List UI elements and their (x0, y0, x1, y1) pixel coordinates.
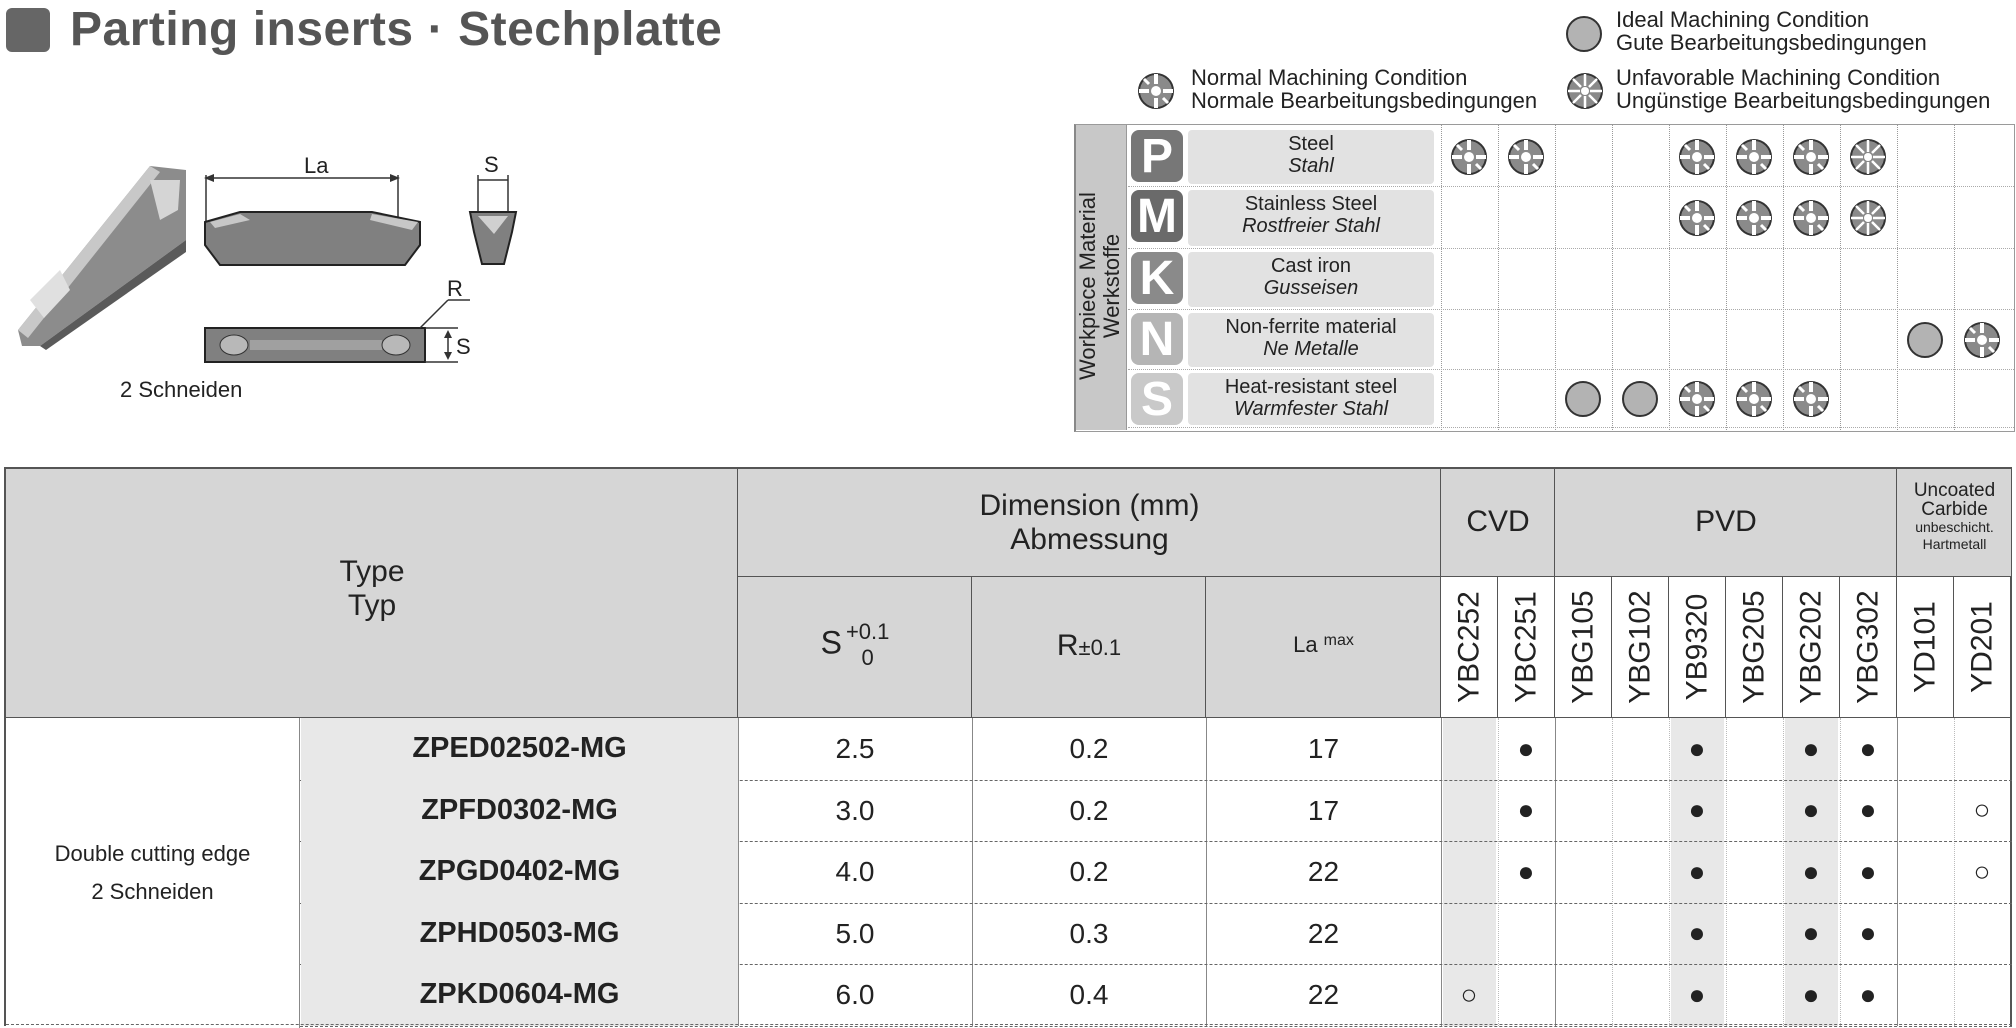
normal-condition-icon (1137, 72, 1175, 110)
recommended-mark: ● (1859, 855, 1877, 887)
normal-condition-icon (1507, 138, 1545, 176)
col-s-main: S (820, 624, 842, 661)
grade-column-separator (1783, 718, 1784, 1026)
recommended-mark: ● (1688, 978, 1706, 1010)
legend-normal (1191, 66, 1537, 112)
dim-r-cell: 0.4 (1069, 979, 1109, 1010)
legend-normal-de: Normale Bearbeitungsbedingungen (1191, 88, 1538, 113)
grade-column-separator (1954, 718, 1955, 1026)
recommended-mark: ● (1802, 732, 1820, 764)
recommended-mark: ● (1859, 978, 1877, 1010)
normal-condition-icon (1678, 380, 1716, 418)
grade-column-separator (1669, 718, 1670, 1026)
normal-condition-icon (1735, 380, 1773, 418)
col-s-sup: +0.1 (845, 619, 890, 644)
column-separator (1555, 718, 1556, 1026)
insert-drawing (0, 150, 520, 400)
material-name-en: Heat-resistant steel (1224, 376, 1398, 398)
material-badge-k: K (1131, 252, 1183, 304)
grade-label-ybc252: YBC252 (1452, 591, 1486, 703)
legend-ideal-en: Ideal Machining Condition (1616, 7, 1870, 32)
label-la: La (304, 153, 329, 178)
col-r-tolerance: ±0.1 (1078, 635, 1122, 660)
group-pvd-label: PVD (1695, 505, 1757, 538)
legend-unfavorable-de: Ungünstige Bearbeitungsbedingungen (1616, 88, 1991, 113)
material-badge-n: N (1131, 313, 1183, 365)
label-r: R (447, 276, 463, 301)
group-cvd-label: CVD (1466, 505, 1530, 538)
optional-mark: ○ (1973, 855, 1991, 887)
title-en: Parting inserts (70, 3, 414, 56)
unfavorable-condition-icon (1849, 199, 1887, 237)
page-title (70, 2, 722, 57)
dim-la-cell: 17 (1307, 733, 1340, 764)
drawing-caption: 2 Schneiden (120, 377, 243, 402)
col-s-tolerance (846, 619, 889, 671)
label-s-top: S (484, 152, 499, 177)
title-de: Stechplatte (458, 3, 723, 56)
recommended-mark: ● (1517, 794, 1535, 826)
material-name-en: Non-ferrite material (1225, 316, 1397, 338)
ideal-condition-icon (1906, 321, 1944, 359)
group-label-de: 2 Schneiden (91, 879, 214, 904)
recommended-mark: ● (1688, 794, 1706, 826)
insert-side-view (470, 175, 516, 264)
material-name-de: Stahl (1288, 155, 1334, 177)
dimension-header-de: Abmessung (1010, 523, 1169, 556)
dim-la-cell: 22 (1307, 917, 1340, 949)
optional-mark: ○ (1460, 978, 1478, 1010)
material-badge-s: S (1131, 373, 1183, 425)
grade-column-separator (1498, 718, 1499, 1026)
dim-r-cell: 0.3 (1069, 917, 1109, 949)
normal-condition-icon (1450, 138, 1488, 176)
recommended-mark: ● (1688, 917, 1706, 949)
type-header-de: Typ (347, 589, 397, 622)
material-name-de: Gusseisen (1263, 277, 1359, 299)
group-uncoated-de2: Hartmetall (1922, 536, 1987, 552)
material-name-de: Ne Metalle (1263, 338, 1359, 360)
group-label-en: Double cutting edge (54, 841, 251, 866)
material-name (1188, 373, 1434, 425)
normal-condition-icon (1735, 199, 1773, 237)
recommended-mark: ● (1802, 917, 1820, 949)
col-la-header (1206, 632, 1441, 658)
workpiece-side-de: Werkstoffe (1099, 233, 1124, 339)
dim-s-cell: 5.0 (835, 917, 875, 949)
recommended-mark: ● (1517, 732, 1535, 764)
grade-label-yd101: YD101 (1908, 601, 1942, 693)
dim-s-cell: 2.5 (835, 733, 875, 764)
normal-condition-icon (1678, 199, 1716, 237)
insert-top-view (205, 300, 470, 362)
insert-photo (18, 166, 186, 350)
grade-column-separator (1612, 718, 1613, 1026)
grade-label-yb9320: YB9320 (1680, 593, 1714, 701)
type-cell: ZPED02502-MG (301, 718, 738, 780)
optional-mark: ○ (1973, 794, 1991, 826)
material-badge-p: P (1131, 130, 1183, 182)
dimension-header-en: Dimension (mm) (979, 489, 1200, 522)
material-name-de: Rostfreier Stahl (1242, 215, 1380, 237)
dim-s-cell: 4.0 (835, 856, 875, 887)
label-s-side: S (456, 334, 471, 359)
legend-normal-en: Normal Machining Condition (1191, 65, 1468, 90)
recommended-mark: ● (1859, 917, 1877, 949)
normal-condition-icon (1735, 138, 1773, 176)
legend-ideal-de: Gute Bearbeitungsbedingungen (1616, 30, 1927, 55)
legend-ideal (1616, 8, 1927, 54)
normal-condition-icon (1792, 138, 1830, 176)
type-cell: ZPFD0302-MG (301, 780, 738, 842)
insert-front-view (204, 174, 420, 265)
title-square-icon (6, 8, 50, 52)
material-name-en: Steel (1288, 133, 1334, 155)
normal-condition-icon (1678, 138, 1716, 176)
type-cell: ZPHD0503-MG (301, 903, 738, 965)
unfavorable-condition-icon (1566, 72, 1604, 110)
dim-la-cell: 22 (1307, 856, 1340, 887)
material-name (1188, 130, 1434, 184)
normal-condition-icon (1963, 321, 2001, 359)
column-separator (1441, 718, 1442, 1026)
title-separator: · (427, 3, 445, 56)
column-separator (1897, 718, 1898, 1026)
col-la-max: max (1323, 632, 1354, 649)
grade-label-yd201: YD201 (1965, 601, 1999, 693)
ideal-condition-icon (1564, 380, 1602, 418)
legend-unfavorable-en: Unfavorable Machining Condition (1616, 65, 1941, 90)
material-name-en: Cast iron (1270, 255, 1352, 277)
type-cell: ZPKD0604-MG (301, 964, 738, 1026)
col-s-header (738, 619, 972, 671)
material-name-en: Stainless Steel (1244, 193, 1378, 215)
normal-condition-icon (1792, 199, 1830, 237)
group-uncoated-en1: Uncoated (1913, 480, 1996, 501)
group-label-cell (6, 718, 300, 1028)
dim-la-cell: 17 (1307, 794, 1340, 826)
recommended-mark: ● (1517, 855, 1535, 887)
material-name (1188, 313, 1434, 367)
recommended-mark: ● (1859, 794, 1877, 826)
recommended-mark: ● (1859, 732, 1877, 764)
recommended-mark: ● (1802, 978, 1820, 1010)
dim-s-cell: 3.0 (835, 794, 875, 826)
recommended-mark: ● (1802, 794, 1820, 826)
grade-label-ybg105: YBG105 (1566, 590, 1600, 704)
workpiece-side-en: Workpiece Material (1075, 192, 1100, 380)
legend-unfavorable (1616, 66, 1990, 112)
group-uncoated-label (1897, 481, 2012, 553)
grade-label-ybg202: YBG202 (1794, 590, 1828, 704)
dim-r-cell: 0.2 (1069, 856, 1109, 887)
ideal-condition-icon (1565, 15, 1603, 53)
col-s-sub: 0 (861, 645, 874, 670)
recommended-mark: ● (1688, 855, 1706, 887)
grade-column-separator (1840, 718, 1841, 1026)
grade-label-ybg302: YBG302 (1851, 590, 1885, 704)
type-header-en: Type (339, 555, 405, 588)
material-name (1188, 190, 1434, 246)
dim-r-cell: 0.2 (1069, 733, 1109, 764)
grade-label-ybg205: YBG205 (1737, 590, 1771, 704)
col-r-main: R (1056, 629, 1079, 662)
material-name-de: Warmfester Stahl (1233, 398, 1389, 420)
type-header-label (6, 555, 738, 623)
material-name (1188, 252, 1434, 307)
recommended-mark: ● (1802, 855, 1820, 887)
group-uncoated-en2: Carbide (1921, 499, 1988, 520)
dim-s-cell: 6.0 (835, 979, 875, 1010)
grade-label-ybc251: YBC251 (1509, 591, 1543, 703)
group-uncoated-de1: unbeschicht. (1915, 519, 1994, 535)
ideal-condition-icon (1621, 380, 1659, 418)
type-cell: ZPGD0402-MG (301, 841, 738, 903)
dim-r-cell: 0.2 (1069, 794, 1109, 826)
grade-label-ybg102: YBG102 (1623, 590, 1657, 704)
normal-condition-icon (1792, 380, 1830, 418)
material-badge-m: M (1131, 190, 1183, 242)
dim-la-cell: 22 (1307, 979, 1340, 1010)
col-r-header (972, 629, 1206, 663)
dimension-header-label (738, 489, 1441, 557)
unfavorable-condition-icon (1849, 138, 1887, 176)
row-divider (6, 1024, 2012, 1025)
col-la-main: La (1293, 632, 1318, 657)
recommended-mark: ● (1688, 732, 1706, 764)
grade-column-separator (1726, 718, 1727, 1026)
